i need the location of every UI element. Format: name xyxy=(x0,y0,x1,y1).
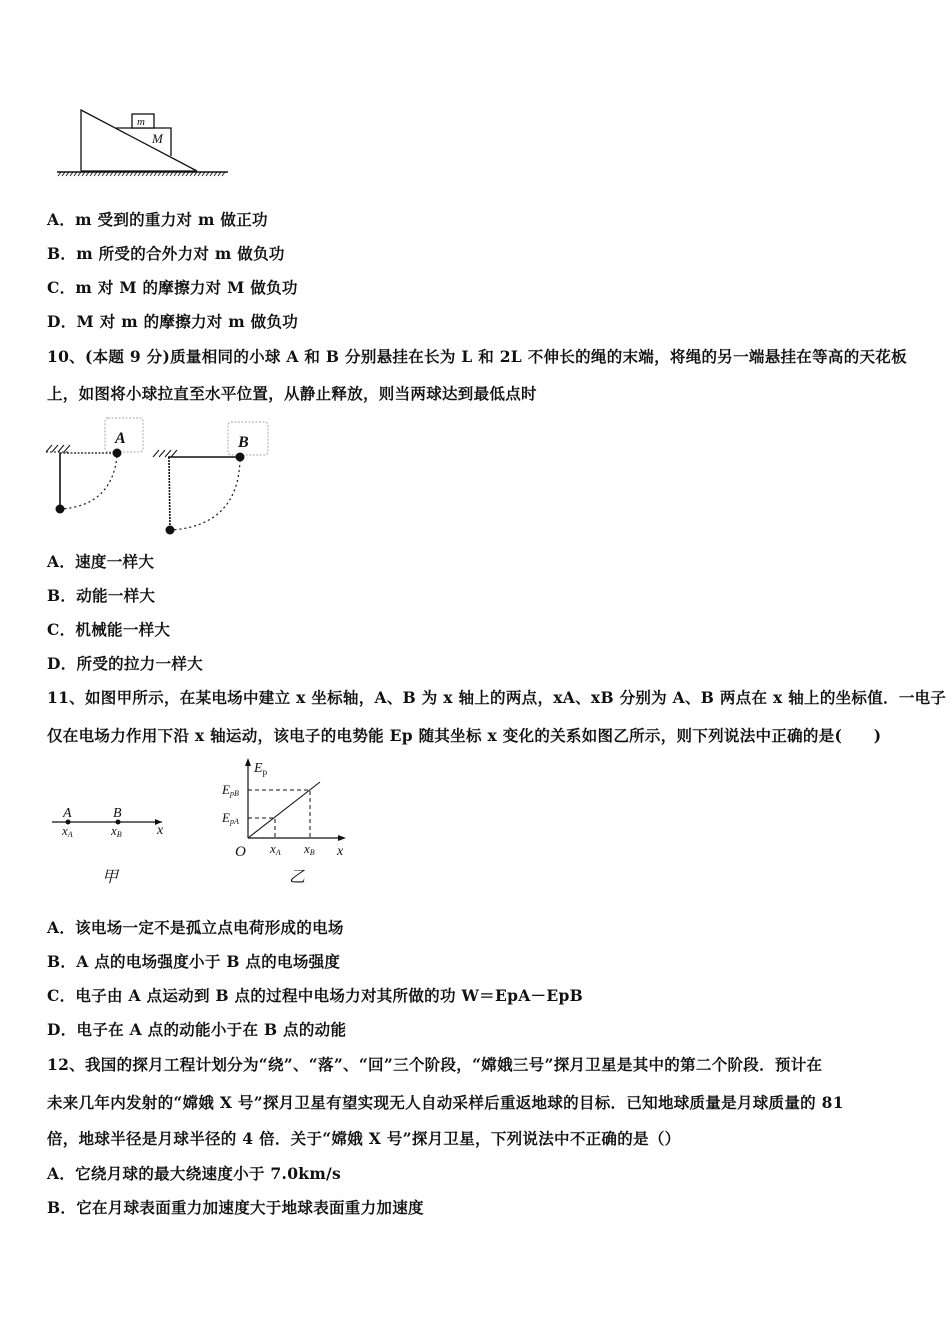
svg-text:xB xyxy=(110,823,122,839)
caption-yi: 乙 xyxy=(289,867,306,886)
figure-yi xyxy=(221,758,346,886)
q12-stem-line3: 倍，地球半径是月球半径的 4 倍．关于“嫦娥 X 号”探月卫星，下列说法中不正确的是（） xyxy=(47,1129,681,1148)
svg-text:EpB xyxy=(221,782,239,798)
x-axis-label: x xyxy=(157,823,164,838)
q10-stem-line1: 10、(本题 9 分)质量相同的小球 A 和 B 分别悬挂在长为 L 和 2L 不伸长的绳的末端，将绳的另一端悬挂在等高的天花板 xyxy=(47,347,907,366)
ball-a-label: A xyxy=(115,430,126,447)
epb-label: E xyxy=(222,782,230,797)
q11-option-b: B．A 点的电场强度小于 B 点的电场强度 xyxy=(47,952,341,971)
epa-label: E xyxy=(222,810,230,825)
xa-label: x xyxy=(62,823,68,838)
q11-option-c: C．电子由 A 点运动到 B 点的过程中电场力对其所做的功 W＝EpA－EpB xyxy=(47,986,583,1005)
svg-text:xA xyxy=(269,841,281,857)
q11-stem-line1: 11、如图甲所示，在某电场中建立 x 坐标轴，A、B 为 x 轴上的两点，xA、xB 分别为 A、B 两点在 x 轴上的坐标值．一电子 xyxy=(47,688,947,707)
label-m: m xyxy=(137,116,145,128)
ep-axis-label: E xyxy=(254,761,263,776)
q10-option-a: A．速度一样大 xyxy=(47,552,155,571)
figure-jia xyxy=(52,806,164,886)
epb-sub: pB xyxy=(229,789,239,798)
q10-option-c: C．机械能一样大 xyxy=(47,620,171,639)
svg-text:EpA xyxy=(221,810,239,826)
q12-option-a: A．它绕月球的最大绕速度小于 7.0km/s xyxy=(47,1164,342,1183)
origin-label: O xyxy=(235,844,246,860)
q12-stem-line2: 未来几年内发射的“嫦娥 X 号”探月卫星有望实现无人自动采样后重返地球的目标．已知地球质量是月球质量的 81 xyxy=(47,1093,844,1112)
point-b-label: B xyxy=(113,806,122,821)
yi-xa-label: x xyxy=(270,841,276,856)
q11-option-d: D．电子在 A 点的动能小于在 B 点的动能 xyxy=(47,1020,347,1039)
caption-jia: 甲 xyxy=(102,867,119,886)
q11-stem-line2: 仅在电场力作用下沿 x 轴运动，该电子的电势能 Ep 随其坐标 x 变化的关系如图乙所示，则下列说法中正确的是( ) xyxy=(47,726,882,745)
svg-text:xA xyxy=(61,823,73,839)
q10-option-d: D．所受的拉力一样大 xyxy=(47,654,203,673)
ball-b-label: B xyxy=(238,434,249,451)
q10-option-b: B．动能一样大 xyxy=(47,586,156,605)
xb-label: x xyxy=(111,823,117,838)
q9-option-d: D．M 对 m 的摩擦力对 m 做负功 xyxy=(47,312,299,331)
xb-sub: B xyxy=(116,830,122,839)
q9-option-b: B．m 所受的合外力对 m 做负功 xyxy=(47,244,285,263)
point-a-label: A xyxy=(63,806,72,821)
label-M: M xyxy=(152,131,163,146)
svg-text:Ep xyxy=(253,761,268,777)
svg-text:xB xyxy=(303,841,315,857)
yi-xb-label: x xyxy=(304,841,310,856)
ep-sub: p xyxy=(262,767,268,777)
yi-xa-sub: A xyxy=(275,848,281,857)
yi-x-axis-label: x xyxy=(337,844,344,859)
xa-sub: A xyxy=(67,830,73,839)
yi-xb-sub: B xyxy=(309,848,315,857)
epa-sub: pA xyxy=(229,817,239,826)
q9-option-a: A．m 受到的重力对 m 做正功 xyxy=(47,210,268,229)
q11-option-a: A．该电场一定不是孤立点电荷形成的电场 xyxy=(47,918,344,937)
q9-option-c: C．m 对 M 的摩擦力对 M 做负功 xyxy=(47,278,298,297)
q12-option-b: B．它在月球表面重力加速度大于地球表面重力加速度 xyxy=(47,1198,424,1217)
q12-stem-line1: 12、我国的探月工程计划分为“绕”、“落”、“回”三个阶段，“嫦娥三号”探月卫星是其中的第二个阶段．预计在 xyxy=(47,1055,823,1074)
q10-stem-line2: 上，如图将小球拉直至水平位置，从静止释放，则当两球达到最低点时 xyxy=(47,384,537,403)
